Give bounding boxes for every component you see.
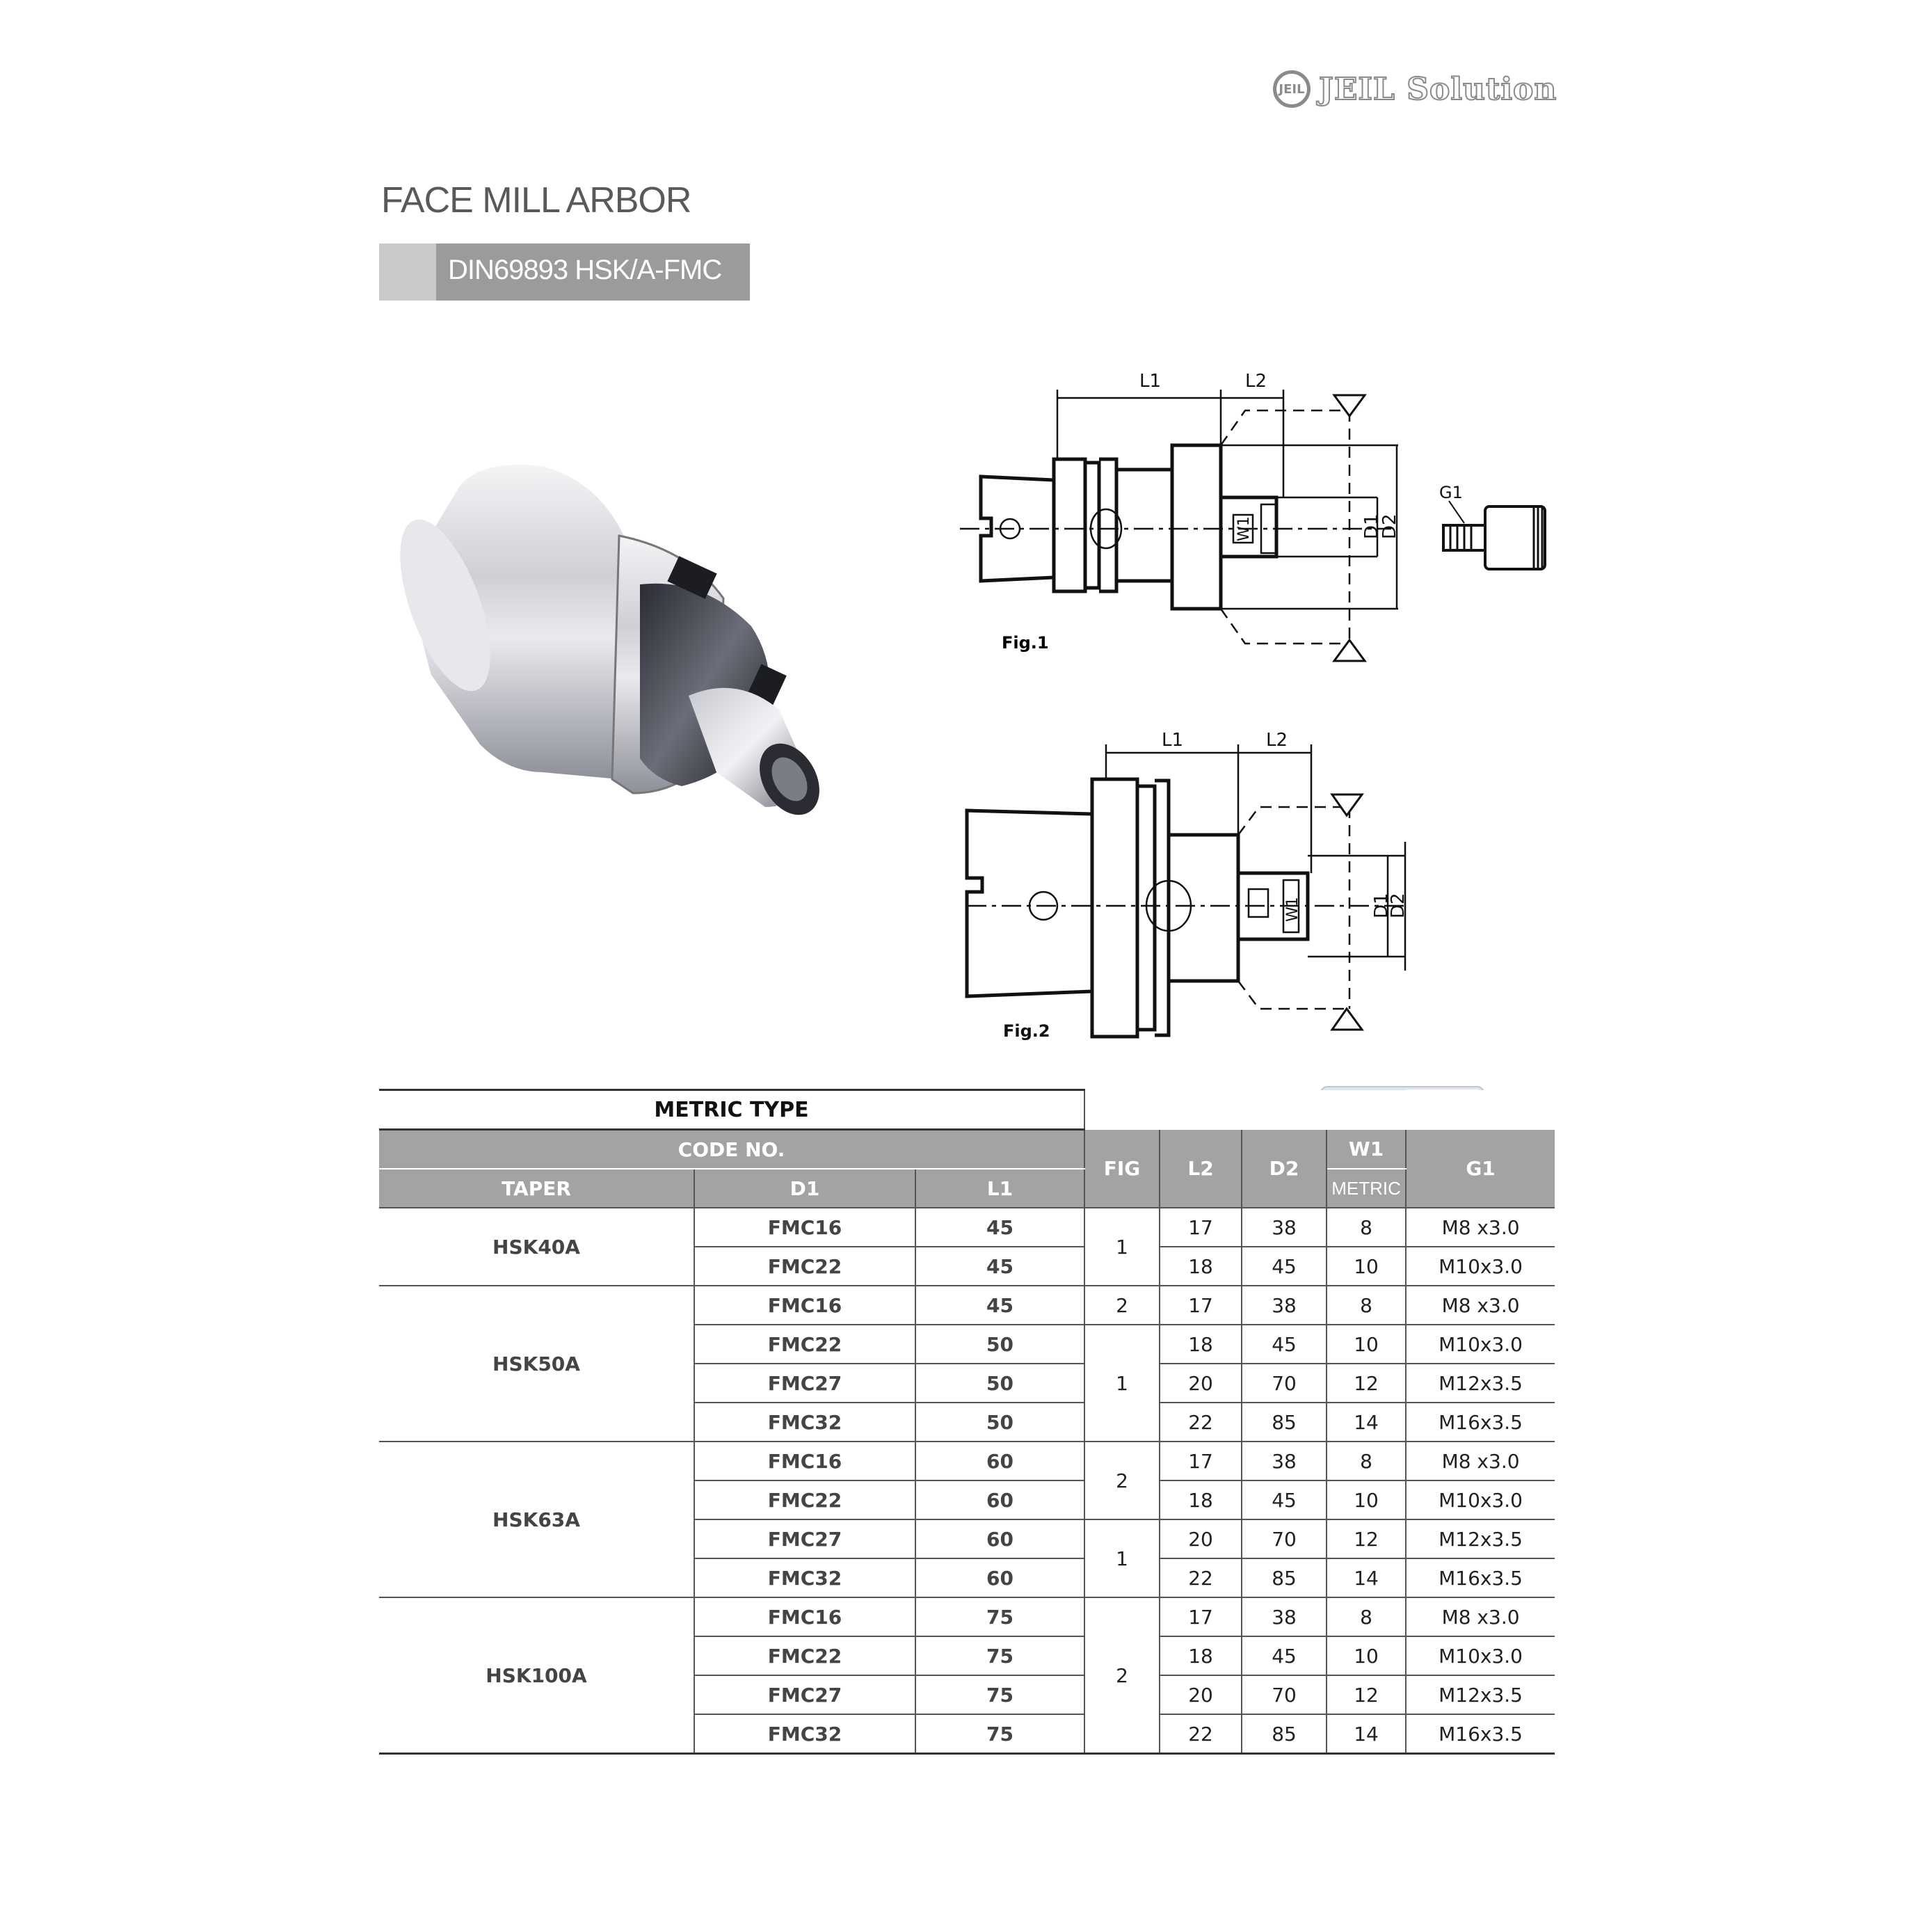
g1-cell: M10x3.0: [1406, 1247, 1555, 1286]
d2-cell: 70: [1242, 1675, 1327, 1714]
l2-cell: 22: [1160, 1403, 1242, 1442]
header-d1: D1: [694, 1169, 915, 1208]
fig-cell: 1: [1084, 1208, 1160, 1286]
l2-cell: 22: [1160, 1558, 1242, 1597]
l1-cell: 50: [915, 1364, 1084, 1403]
w1-cell: 12: [1327, 1364, 1406, 1403]
d1-cell: FMC32: [694, 1558, 915, 1597]
w1-cell: 8: [1327, 1597, 1406, 1636]
l2-cell: 18: [1160, 1325, 1242, 1364]
spec-table: [379, 1089, 1555, 1755]
fig1-d2-label: D2: [1379, 513, 1400, 539]
d2-cell: 45: [1242, 1480, 1327, 1519]
g1-cell: M16x3.5: [1406, 1714, 1555, 1754]
l1-cell: 60: [915, 1558, 1084, 1597]
d1-cell: FMC22: [694, 1636, 915, 1675]
brand-name: JEIL Solution: [1319, 71, 1557, 107]
d2-cell: 70: [1242, 1364, 1327, 1403]
d2-cell: 38: [1242, 1597, 1327, 1636]
w1-cell: 10: [1327, 1325, 1406, 1364]
l2-cell: 20: [1160, 1364, 1242, 1403]
product-photo: [390, 445, 863, 891]
g1-cell: M12x3.5: [1406, 1675, 1555, 1714]
g1-cell: M12x3.5: [1406, 1519, 1555, 1558]
g1-cell: M16x3.5: [1406, 1558, 1555, 1597]
l1-cell: 75: [915, 1636, 1084, 1675]
fig2-label: Fig.2: [1003, 1021, 1050, 1041]
table-row: [379, 1597, 1555, 1636]
g1-cell: M8 x3.0: [1406, 1597, 1555, 1636]
w1-cell: 10: [1327, 1636, 1406, 1675]
w1-cell: 14: [1327, 1403, 1406, 1442]
d2-cell: 85: [1242, 1558, 1327, 1597]
table-row: [379, 1286, 1555, 1325]
fig1-l1-label: L1: [1139, 371, 1162, 392]
table-row: [379, 1208, 1555, 1247]
w1-cell: 14: [1327, 1558, 1406, 1597]
bolt-g1-drawing: [1429, 480, 1569, 577]
w1-cell: 10: [1327, 1480, 1406, 1519]
subtitle-accent-box: [379, 244, 436, 301]
fig2-l2-label: L2: [1266, 731, 1288, 751]
l1-cell: 60: [915, 1480, 1084, 1519]
l2-cell: 17: [1160, 1286, 1242, 1325]
taper-cell: HSK100A: [379, 1597, 694, 1754]
g1-cell: M12x3.5: [1406, 1364, 1555, 1403]
table-title: METRIC TYPE: [379, 1090, 1084, 1130]
fig-cell: 2: [1084, 1597, 1160, 1754]
l2-cell: 17: [1160, 1597, 1242, 1636]
header-taper: TAPER: [379, 1169, 694, 1208]
fig-cell: 2: [1084, 1442, 1160, 1519]
d2-cell: 45: [1242, 1325, 1327, 1364]
brand-logo: [1273, 67, 1557, 111]
taper-cell: HSK63A: [379, 1442, 694, 1597]
fig-cell: 1: [1084, 1519, 1160, 1597]
header-fig: FIG: [1084, 1130, 1160, 1208]
header-w1: W1: [1327, 1130, 1406, 1169]
d1-cell: FMC32: [694, 1403, 915, 1442]
l1-cell: 50: [915, 1325, 1084, 1364]
brand-seal-icon: JEIL: [1273, 70, 1311, 108]
d1-cell: FMC16: [694, 1208, 915, 1247]
l1-cell: 45: [915, 1247, 1084, 1286]
header-l2: L2: [1160, 1130, 1242, 1208]
l1-cell: 75: [915, 1597, 1084, 1636]
w1-cell: 14: [1327, 1714, 1406, 1754]
page-title: FACE MILL ARBOR: [381, 180, 691, 221]
fig-cell: 1: [1084, 1325, 1160, 1442]
header-d2: D2: [1242, 1130, 1327, 1208]
fig2-d2-label: D2: [1388, 893, 1409, 918]
d2-cell: 85: [1242, 1714, 1327, 1754]
table-row: [379, 1442, 1555, 1480]
d1-cell: FMC16: [694, 1286, 915, 1325]
w1-cell: 8: [1327, 1442, 1406, 1480]
fig2-d1-label: D1: [1371, 893, 1392, 918]
d2-cell: 38: [1242, 1442, 1327, 1480]
g1-cell: M8 x3.0: [1406, 1442, 1555, 1480]
fig2-w1-label: W1: [1284, 897, 1301, 922]
l2-cell: 22: [1160, 1714, 1242, 1754]
l2-cell: 18: [1160, 1247, 1242, 1286]
fig-cell: 2: [1084, 1286, 1160, 1325]
d1-cell: FMC22: [694, 1480, 915, 1519]
g1-cell: M16x3.5: [1406, 1403, 1555, 1442]
d1-cell: FMC27: [694, 1364, 915, 1403]
w1-cell: 10: [1327, 1247, 1406, 1286]
header-g1: G1: [1406, 1130, 1555, 1208]
technical-drawing-fig2: [960, 731, 1447, 1044]
table-header-spacer: [1084, 1090, 1555, 1130]
l2-cell: 18: [1160, 1480, 1242, 1519]
g1-cell: M8 x3.0: [1406, 1208, 1555, 1247]
d1-cell: FMC27: [694, 1519, 915, 1558]
taper-cell: HSK50A: [379, 1286, 694, 1442]
g1-cell: M8 x3.0: [1406, 1286, 1555, 1325]
fig2-l1-label: L1: [1162, 731, 1184, 751]
d2-cell: 45: [1242, 1636, 1327, 1675]
l2-cell: 18: [1160, 1636, 1242, 1675]
l1-cell: 60: [915, 1519, 1084, 1558]
w1-cell: 8: [1327, 1208, 1406, 1247]
fig1-label: Fig.1: [1002, 633, 1049, 653]
g1-cell: M10x3.0: [1406, 1325, 1555, 1364]
d2-cell: 38: [1242, 1208, 1327, 1247]
d1-cell: FMC16: [694, 1597, 915, 1636]
d2-cell: 70: [1242, 1519, 1327, 1558]
d1-cell: FMC27: [694, 1675, 915, 1714]
d1-cell: FMC22: [694, 1247, 915, 1286]
fig1-d1-label: D1: [1361, 513, 1382, 539]
w1-cell: 12: [1327, 1519, 1406, 1558]
taper-cell: HSK40A: [379, 1208, 694, 1286]
d2-cell: 85: [1242, 1403, 1327, 1442]
l2-cell: 20: [1160, 1519, 1242, 1558]
header-w1-metric: METRIC: [1327, 1169, 1406, 1208]
l1-cell: 45: [915, 1208, 1084, 1247]
d2-cell: 45: [1242, 1247, 1327, 1286]
l1-cell: 60: [915, 1442, 1084, 1480]
l1-cell: 50: [915, 1403, 1084, 1442]
subtitle: DIN69893 HSK/A-FMC: [448, 255, 722, 285]
bolt-g1-label: G1: [1439, 483, 1463, 502]
g1-cell: M10x3.0: [1406, 1636, 1555, 1675]
l2-cell: 17: [1160, 1442, 1242, 1480]
l1-cell: 75: [915, 1714, 1084, 1754]
fig1-l2-label: L2: [1245, 371, 1267, 392]
w1-cell: 8: [1327, 1286, 1406, 1325]
l1-cell: 75: [915, 1675, 1084, 1714]
w1-cell: 12: [1327, 1675, 1406, 1714]
g1-cell: M10x3.0: [1406, 1480, 1555, 1519]
fig1-w1-label: W1: [1235, 516, 1253, 541]
l2-cell: 20: [1160, 1675, 1242, 1714]
header-l1: L1: [915, 1169, 1084, 1208]
d1-cell: FMC32: [694, 1714, 915, 1754]
d2-cell: 38: [1242, 1286, 1327, 1325]
d1-cell: FMC22: [694, 1325, 915, 1364]
d1-cell: FMC16: [694, 1442, 915, 1480]
l1-cell: 45: [915, 1286, 1084, 1325]
header-code-no: CODE NO.: [379, 1130, 1084, 1169]
l2-cell: 17: [1160, 1208, 1242, 1247]
